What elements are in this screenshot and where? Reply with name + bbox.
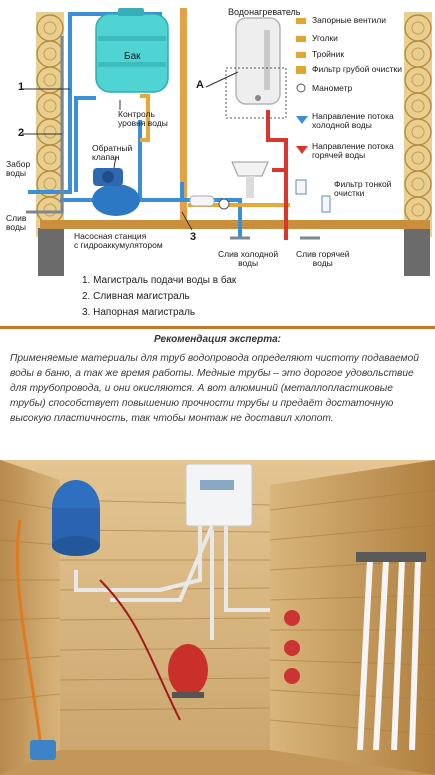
intake-label: Забор воды: [6, 159, 31, 178]
manometer-gauge: [219, 199, 229, 209]
line-3: 3. Напорная магистраль: [82, 307, 196, 318]
check-valve-label: Обратный клапан: [92, 143, 133, 162]
drain-label: Слив воды: [6, 213, 27, 232]
water-tank: [96, 8, 168, 92]
legend-cold-flow: Направление потока холодной воды: [312, 111, 394, 130]
toilet: [190, 196, 214, 206]
legend-icons: [296, 18, 308, 194]
level-control-label: Контроль уровня воды: [118, 109, 168, 128]
floor-beam: [40, 220, 430, 229]
photo-illustration: [0, 460, 435, 775]
expert-title: Рекомендация эксперта:: [154, 334, 281, 345]
tank-label: Бак: [124, 51, 141, 62]
pump-station: [92, 168, 140, 216]
legend-manometer: Манометр: [312, 83, 353, 93]
right-log-wall: [404, 12, 432, 276]
legend-tee: Тройник: [312, 49, 345, 59]
water-heater: [236, 18, 280, 104]
water-heater-label: Водонагреватель: [228, 7, 301, 17]
legend-fine-filter: Фильтр тонкой очистки: [334, 179, 392, 198]
line-1: 1. Магистраль подачи воды в бак: [82, 275, 237, 286]
pump-station-label: Насосная станция с гидроаккумулятором: [74, 231, 163, 250]
expert-text: Применяемые материалы для труб водопровода определяют чистоту подаваемой воды в баню, а так же время работы. Медные трубы – это дорогое удовольствие для трубопровода, и они окисляются. А вот алюминий (металлопластиковые трубы) способствует повышению прочности трубы и предаёт достаточную высокую пластичность, так чтобы монтаж не доставил хлопот.: [10, 353, 419, 424]
legend-shutoff-valves: Запорные вентили: [312, 15, 387, 25]
marker-a: A: [196, 79, 204, 91]
line-2: 2. Сливная магистраль: [82, 291, 190, 302]
cold-drain-label: Слив холодной воды: [218, 249, 279, 268]
plumbing-diagram: [0, 0, 435, 325]
sink: [232, 162, 268, 198]
section-divider: [0, 326, 435, 329]
marker-2: 2: [18, 127, 25, 139]
left-log-wall: [36, 12, 64, 276]
legend-hot-flow: Направление потока горячей воды: [312, 141, 394, 160]
boiler-room-photo: [0, 460, 435, 775]
fine-filter-icon: [322, 196, 330, 212]
marker-1: 1: [18, 81, 25, 93]
marker-3: 3: [190, 231, 197, 243]
legend-elbows: Уголки: [312, 33, 338, 43]
legend-coarse-filter: Фильтр грубой очистки: [312, 64, 403, 74]
hot-drain-label: Слив горячей воды: [296, 249, 350, 268]
